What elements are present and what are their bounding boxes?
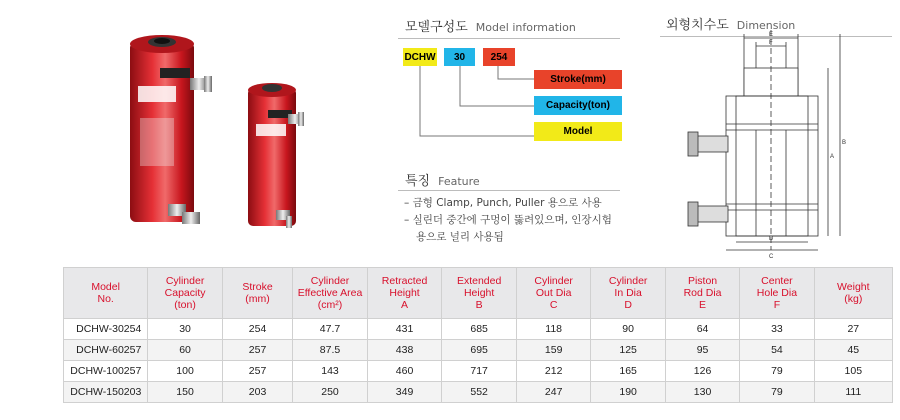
column-header-line: F	[773, 299, 781, 311]
table-cell: 212	[516, 361, 590, 382]
column-header-line: Out Dia	[535, 287, 572, 299]
column-header-line: B	[475, 299, 483, 311]
table-cell: 247	[516, 382, 590, 403]
code-stroke-box: 254	[483, 48, 515, 66]
table-cell: 54	[740, 340, 814, 361]
column-header-line: Stroke	[242, 281, 273, 293]
model-cell: DCHW-150203	[64, 382, 148, 403]
column-header-line: Center	[761, 275, 793, 287]
table-cell: 130	[665, 382, 739, 403]
table-cell: 111	[814, 382, 892, 403]
column-header-line: (mm)	[245, 293, 270, 305]
divider	[398, 38, 620, 39]
table-cell: 105	[814, 361, 892, 382]
table-cell: 79	[740, 361, 814, 382]
column-header	[591, 268, 665, 319]
table-cell: 257	[222, 340, 292, 361]
dim-label-c: C	[769, 254, 774, 260]
feature-item: – 금형 Clamp, Punch, Puller 용으로 사용	[404, 197, 602, 209]
table-cell: 87.5	[293, 340, 368, 361]
column-header-line: (kg)	[844, 293, 863, 305]
column-header	[516, 268, 590, 319]
column-header	[222, 268, 292, 319]
table-cell: 438	[367, 340, 442, 361]
column-header	[148, 268, 223, 319]
large-cylinder	[130, 35, 212, 224]
table-cell: 250	[293, 382, 368, 403]
dim-label-b: B	[842, 140, 847, 146]
table-cell: 27	[814, 319, 892, 340]
dim-label-a: A	[830, 154, 835, 160]
column-header	[740, 268, 814, 319]
table-cell: 159	[516, 340, 590, 361]
table-cell: 30	[148, 319, 223, 340]
table-cell: 100	[148, 361, 223, 382]
table-cell: 126	[665, 361, 739, 382]
table-row	[64, 319, 893, 340]
table-cell: 431	[367, 319, 442, 340]
column-header	[293, 268, 368, 319]
table-cell: 257	[222, 361, 292, 382]
dimension-drawing	[660, 28, 890, 268]
table-row	[64, 340, 893, 361]
column-header	[814, 268, 892, 319]
model-cell: DCHW-100257	[64, 361, 148, 382]
table-row	[64, 382, 893, 403]
column-header-line: Effective Area	[297, 287, 363, 299]
table-cell: 118	[516, 319, 590, 340]
table-cell: 695	[442, 340, 517, 361]
table-cell: 685	[442, 319, 517, 340]
table-cell: 125	[591, 340, 665, 361]
model-label-box: Model	[534, 122, 622, 141]
feature-item: 용으로 널리 사용됨	[416, 231, 504, 243]
divider	[398, 190, 620, 191]
column-header-line: C	[549, 299, 558, 311]
column-header-line: In Dia	[614, 287, 642, 299]
column-header-line: Retracted	[381, 275, 428, 287]
table-cell: 33	[740, 319, 814, 340]
stroke-label-box: Stroke(mm)	[534, 70, 622, 89]
table-cell: 79	[740, 382, 814, 403]
column-header-line: Rod Dia	[683, 287, 722, 299]
small-cylinder	[248, 83, 304, 228]
table-cell: 64	[665, 319, 739, 340]
column-header-line: Cylinder	[608, 275, 648, 287]
column-header-line: Cylinder	[534, 275, 573, 287]
column-header-line: Cylinder	[310, 275, 350, 287]
column-header-line: Model	[91, 281, 120, 293]
table-cell: 90	[591, 319, 665, 340]
column-header-line: Cylinder	[165, 275, 205, 287]
column-header-line: A	[401, 299, 409, 311]
table-cell: 190	[591, 382, 665, 403]
table-cell: 349	[367, 382, 442, 403]
table-cell: 552	[442, 382, 517, 403]
column-header-line: Height	[389, 287, 420, 299]
column-header	[665, 268, 739, 319]
feature-list	[404, 195, 612, 246]
table-cell: 60	[148, 340, 223, 361]
feature-title: 특징 Feature	[405, 174, 480, 189]
capacity-label-box: Capacity(ton)	[534, 96, 622, 115]
column-header-line: Piston	[687, 275, 718, 287]
model-info-title: 모델구성도 Model information	[405, 20, 576, 35]
table-cell: 47.7	[293, 319, 368, 340]
dim-label-e: E	[769, 32, 774, 38]
table-cell: 254	[222, 319, 292, 340]
column-header-line: Height	[463, 287, 495, 299]
column-header	[367, 268, 442, 319]
column-header-line: No.	[97, 293, 114, 305]
table-cell: 460	[367, 361, 442, 382]
column-header-line: D	[624, 299, 632, 311]
table-cell: 150	[148, 382, 223, 403]
code-capacity-box: 30	[444, 48, 475, 66]
table-row	[64, 361, 893, 382]
product-photo	[0, 0, 360, 262]
column-header-line: E	[699, 299, 707, 311]
table-cell: 95	[665, 340, 739, 361]
column-header-line: (ton)	[174, 299, 196, 311]
column-header-line: Capacity	[164, 287, 206, 299]
table-cell: 143	[293, 361, 368, 382]
spec-table	[63, 267, 893, 403]
model-cell: DCHW-30254	[64, 319, 148, 340]
column-header	[442, 268, 517, 319]
table-cell: 165	[591, 361, 665, 382]
table-body	[64, 319, 893, 403]
table-cell: 203	[222, 382, 292, 403]
dim-label-f: F	[769, 40, 773, 46]
feature-item: – 실린더 중간에 구멍이 뚫려있으며, 인장시험	[404, 214, 612, 226]
table-cell: 717	[442, 361, 517, 382]
table-cell: 45	[814, 340, 892, 361]
column-header-line: Weight	[837, 281, 870, 293]
code-prefix-box: DCHW	[403, 48, 437, 66]
column-header-line: (cm²)	[317, 299, 343, 311]
column-header	[64, 268, 148, 319]
dim-label-d: D	[769, 236, 774, 242]
dimension-title: 외형치수도 Dimension	[666, 18, 796, 33]
model-cell: DCHW-60257	[64, 340, 148, 361]
column-header-line: Hole Dia	[756, 287, 798, 299]
column-header-line: Extended	[456, 275, 502, 287]
table-header-row	[64, 268, 893, 319]
